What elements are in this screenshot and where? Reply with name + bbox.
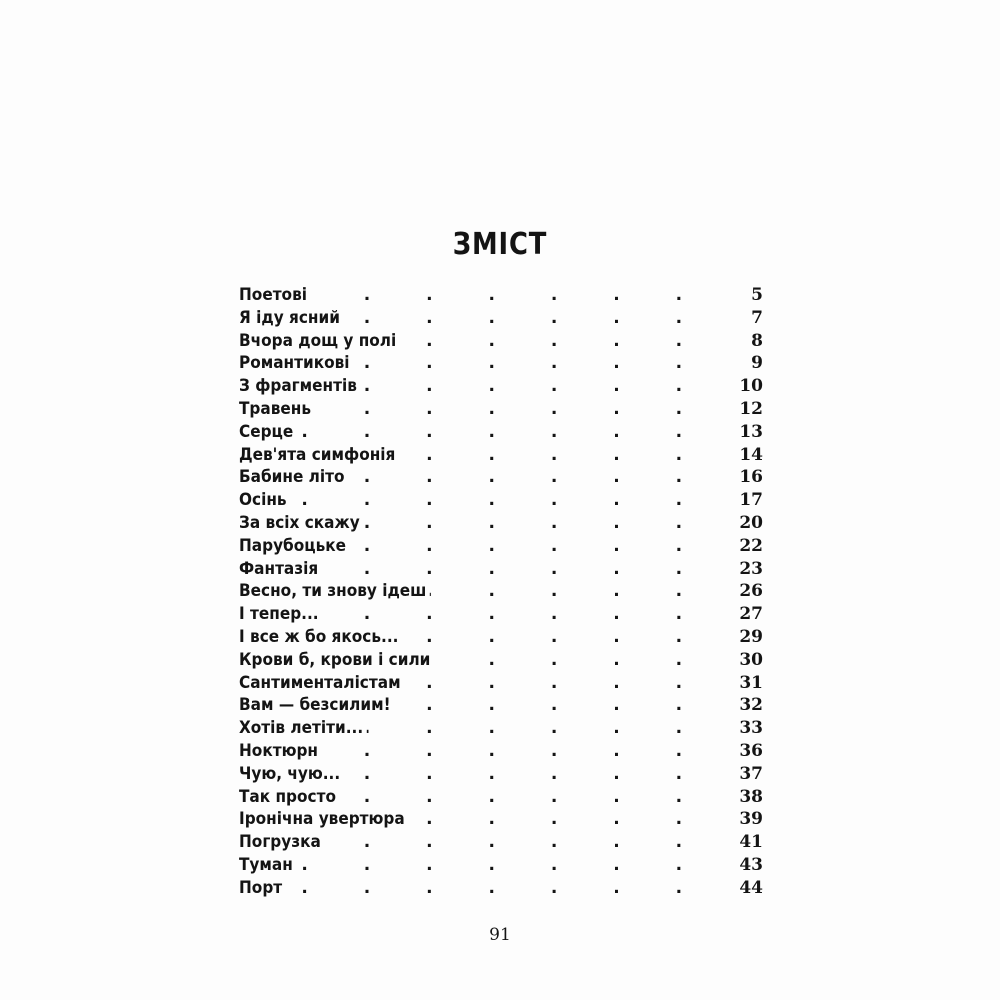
toc-entry-page: 31 — [736, 672, 763, 695]
toc-entry-title: Бабине літо — [239, 466, 348, 489]
dot-leader — [239, 489, 727, 512]
toc-entry — [239, 284, 763, 307]
toc-entry — [239, 558, 763, 581]
toc-entry-title: І тепер... — [239, 603, 322, 626]
table-of-contents — [239, 284, 763, 900]
toc-entry-page: 13 — [736, 421, 763, 444]
dot-leader — [239, 854, 727, 877]
toc-entry — [239, 808, 763, 831]
toc-entry-page: 14 — [736, 444, 763, 467]
toc-entry-title: І все ж бо якось... — [239, 626, 402, 649]
toc-entry-page: 33 — [736, 717, 763, 740]
toc-entry-page: 39 — [736, 808, 763, 831]
dot-leader — [239, 421, 727, 444]
toc-entry-title: За всіх скажу — [239, 512, 363, 535]
toc-entry — [239, 489, 763, 512]
toc-entry-page: 23 — [736, 558, 763, 581]
toc-entry — [239, 375, 763, 398]
toc-entry — [239, 307, 763, 330]
toc-entry-title: Весно, ти знову ідеш — [239, 580, 430, 603]
toc-entry-page: 16 — [736, 466, 763, 489]
toc-entry-title: Порт — [239, 877, 286, 900]
toc-entry-title: Поетові — [239, 284, 311, 307]
toc-entry — [239, 580, 763, 603]
toc-entry — [239, 877, 763, 900]
toc-entry-title: Так просто — [239, 786, 340, 809]
dot-leader — [239, 877, 727, 900]
toc-entry-title: Іронічна увертюра — [239, 808, 408, 831]
toc-entry-page: 36 — [736, 740, 763, 763]
toc-entry-page: 17 — [736, 489, 763, 512]
toc-entry-page: 9 — [748, 352, 763, 375]
page-number: 91 — [489, 925, 511, 945]
toc-entry — [239, 330, 763, 353]
toc-entry-page: 22 — [736, 535, 763, 558]
toc-entry — [239, 763, 763, 786]
toc-entry-title: Фантазія — [239, 558, 322, 581]
toc-entry-page: 43 — [736, 854, 763, 877]
toc-entry-title: З фрагментів — [239, 375, 361, 398]
toc-entry-title: Сантименталістам — [239, 672, 404, 695]
toc-entry — [239, 421, 763, 444]
toc-entry-title: Чую, чую... — [239, 763, 344, 786]
toc-entry-title: Ноктюрн — [239, 740, 322, 763]
toc-entry — [239, 649, 763, 672]
page-title: ЗМІСТ — [452, 227, 548, 262]
toc-entry — [239, 398, 763, 421]
toc-entry-page: 30 — [736, 649, 763, 672]
toc-entry-page: 26 — [736, 580, 763, 603]
toc-entry-title: Осінь — [239, 489, 290, 512]
dot-leader — [239, 284, 727, 307]
toc-entry — [239, 740, 763, 763]
toc-entry-page: 32 — [736, 694, 763, 717]
toc-entry — [239, 466, 763, 489]
toc-entry-title: Я іду ясний — [239, 307, 344, 330]
toc-entry-title: Серце — [239, 421, 297, 444]
toc-entry-page: 10 — [736, 375, 763, 398]
toc-entry — [239, 444, 763, 467]
toc-entry-title: Романтикові — [239, 352, 353, 375]
toc-entry-page: 8 — [748, 330, 763, 353]
toc-entry — [239, 831, 763, 854]
toc-entry — [239, 854, 763, 877]
toc-entry-page: 27 — [736, 603, 763, 626]
toc-entry-title: Погрузка — [239, 831, 324, 854]
toc-entry-page: 7 — [748, 307, 763, 330]
toc-entry — [239, 626, 763, 649]
toc-entry-page: 38 — [736, 786, 763, 809]
toc-entry-page: 41 — [736, 831, 763, 854]
toc-entry-page: 29 — [736, 626, 763, 649]
toc-entry — [239, 535, 763, 558]
toc-entry-page: 12 — [736, 398, 763, 421]
toc-entry-page: 5 — [748, 284, 763, 307]
toc-entry-title: Крови б, крови і сили — [239, 649, 434, 672]
toc-entry — [239, 352, 763, 375]
toc-entry — [239, 672, 763, 695]
toc-entry-page: 44 — [736, 877, 763, 900]
toc-entry-title: Дев'ята симфонія — [239, 444, 399, 467]
toc-entry — [239, 694, 763, 717]
toc-entry — [239, 603, 763, 626]
toc-entry — [239, 512, 763, 535]
toc-entry-title: Травень — [239, 398, 315, 421]
toc-entry-title: Вам — безсилим! — [239, 694, 394, 717]
toc-entry-page: 37 — [736, 763, 763, 786]
toc-entry-title: Туман — [239, 854, 296, 877]
toc-entry-title: Хотів летіти... — [239, 717, 367, 740]
toc-entry-title: Парубоцьке — [239, 535, 350, 558]
toc-entry-page: 20 — [736, 512, 763, 535]
toc-entry — [239, 717, 763, 740]
toc-entry — [239, 786, 763, 809]
toc-entry-title: Вчора дощ у полі — [239, 330, 400, 353]
